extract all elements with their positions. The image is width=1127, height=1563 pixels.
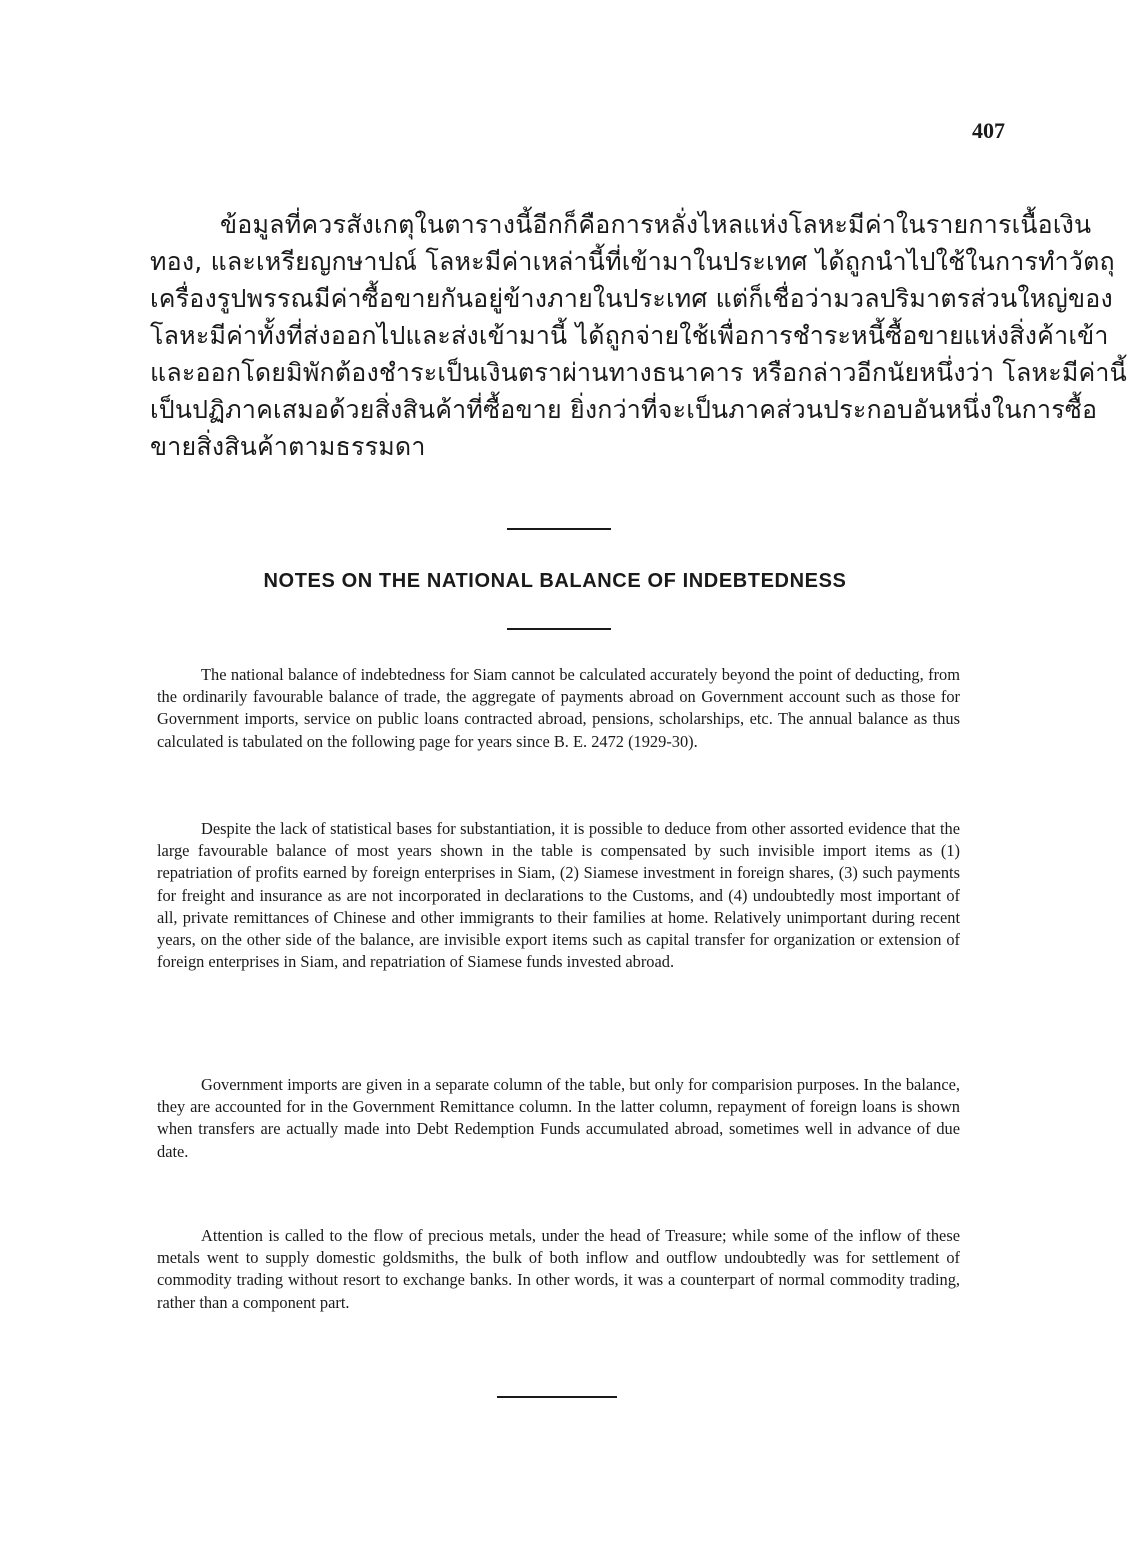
thai-line: และออกโดยมิพักต้องชำระเป็นเงินตราผ่านทางธนาคาร หรือกล่าวอีกนัยหนึ่งว่า โลหะมีค่านี้: [150, 358, 1127, 387]
section-heading: NOTES ON THE NATIONAL BALANCE OF INDEBTEDNESS: [263, 570, 847, 592]
thai-paragraph: [150, 206, 1127, 465]
page-number: 407: [972, 118, 1005, 143]
paragraph-text: The national balance of indebtedness for Siam cannot be calculated accurately beyond the point of deducting, from the ordinarily favourable balance of trade, the aggregate of payments abroad on Government account such as those for Government imports, service on public loans contracted abroad, pensions, scholarships, etc. The annual balance as thus calculated is tabulated on the following page for years since B. E. 2472 (1929-30).: [157, 665, 960, 751]
paragraph-text: Attention is called to the flow of precious metals, under the head of Treasure; while some of the inflow of these metals went to supply domestic goldsmiths, the bulk of both inflow and outflow undoubtedly was for settlement of commodity trading without resort to exchange banks. In other words, it was a counterpart of normal commodity trading, rather than a component part.: [157, 1226, 960, 1312]
divider-bottom: [497, 1396, 617, 1398]
paragraph: [157, 664, 960, 753]
paragraph-text: Government imports are given in a separate column of the table, but only for comparision purposes. In the balance, they are accounted for in the Government Remittance column. In the latter column, repayment of foreign loans is shown when transfers are actually made into Debt Redemption Funds accumulated abroad, sometimes well in advance of due date.: [157, 1075, 960, 1161]
thai-line: ขายสิ่งสินค้าตามธรรมดา: [150, 432, 426, 461]
paragraph: [157, 1074, 960, 1163]
divider-top: [507, 528, 611, 530]
thai-line: โลหะมีค่าทั้งที่ส่งออกไปและส่งเข้ามานี้ ได้ถูกจ่ายใช้เพื่อการชำระหนี้ซื้อขายแห่งสิ่งค้าเข้า: [150, 321, 1109, 350]
thai-line: เครื่องรูปพรรณมีค่าซื้อขายกันอยู่ข้างภายในประเทศ แต่ก็เชื่อว่ามวลปริมาตรส่วนใหญ่ของ: [150, 284, 1113, 313]
paragraph: [157, 818, 960, 973]
divider-under-heading: [507, 628, 611, 630]
paragraph-text: Despite the lack of statistical bases for substantiation, it is possible to deduce from other assorted evidence that the large favourable balance of most years shown in the table is compensated by such invisible import items as (1) repatriation of profits earned by foreign enterprises in Siam, (2) Siamese investment in foreign shares, (3) such payments for freight and insurance as are not incorporated in declarations to the Customs, and (4) undoubtedly most important of all, private remittances of Chinese and other immigrants to their families at home. Relatively unimportant during recent years, on the other side of the balance, are invisible export items such as capital transfer for organization or extension of foreign enterprises in Siam, and repatriation of Siamese funds invested abroad.: [157, 819, 960, 972]
paragraph: [157, 1225, 960, 1314]
thai-line: เป็นปฏิภาคเสมอด้วยสิ่งสินค้าที่ซื้อขาย ยิ่งกว่าที่จะเป็นภาคส่วนประกอบอันหนึ่งในการซื้อ: [150, 395, 1098, 424]
thai-line: ข้อมูลที่ควรสังเกตุในตารางนี้อีกก็คือการหลั่งไหลแห่งโลหะมีค่าในรายการเนื้อเงิน: [220, 210, 1092, 239]
thai-line: ทอง, และเหรียญกษาปณ์ โลหะมีค่าเหล่านี้ที่เข้ามาในประเทศ ได้ถูกนำไปใช้ในการทำวัตถุ: [150, 247, 1115, 276]
